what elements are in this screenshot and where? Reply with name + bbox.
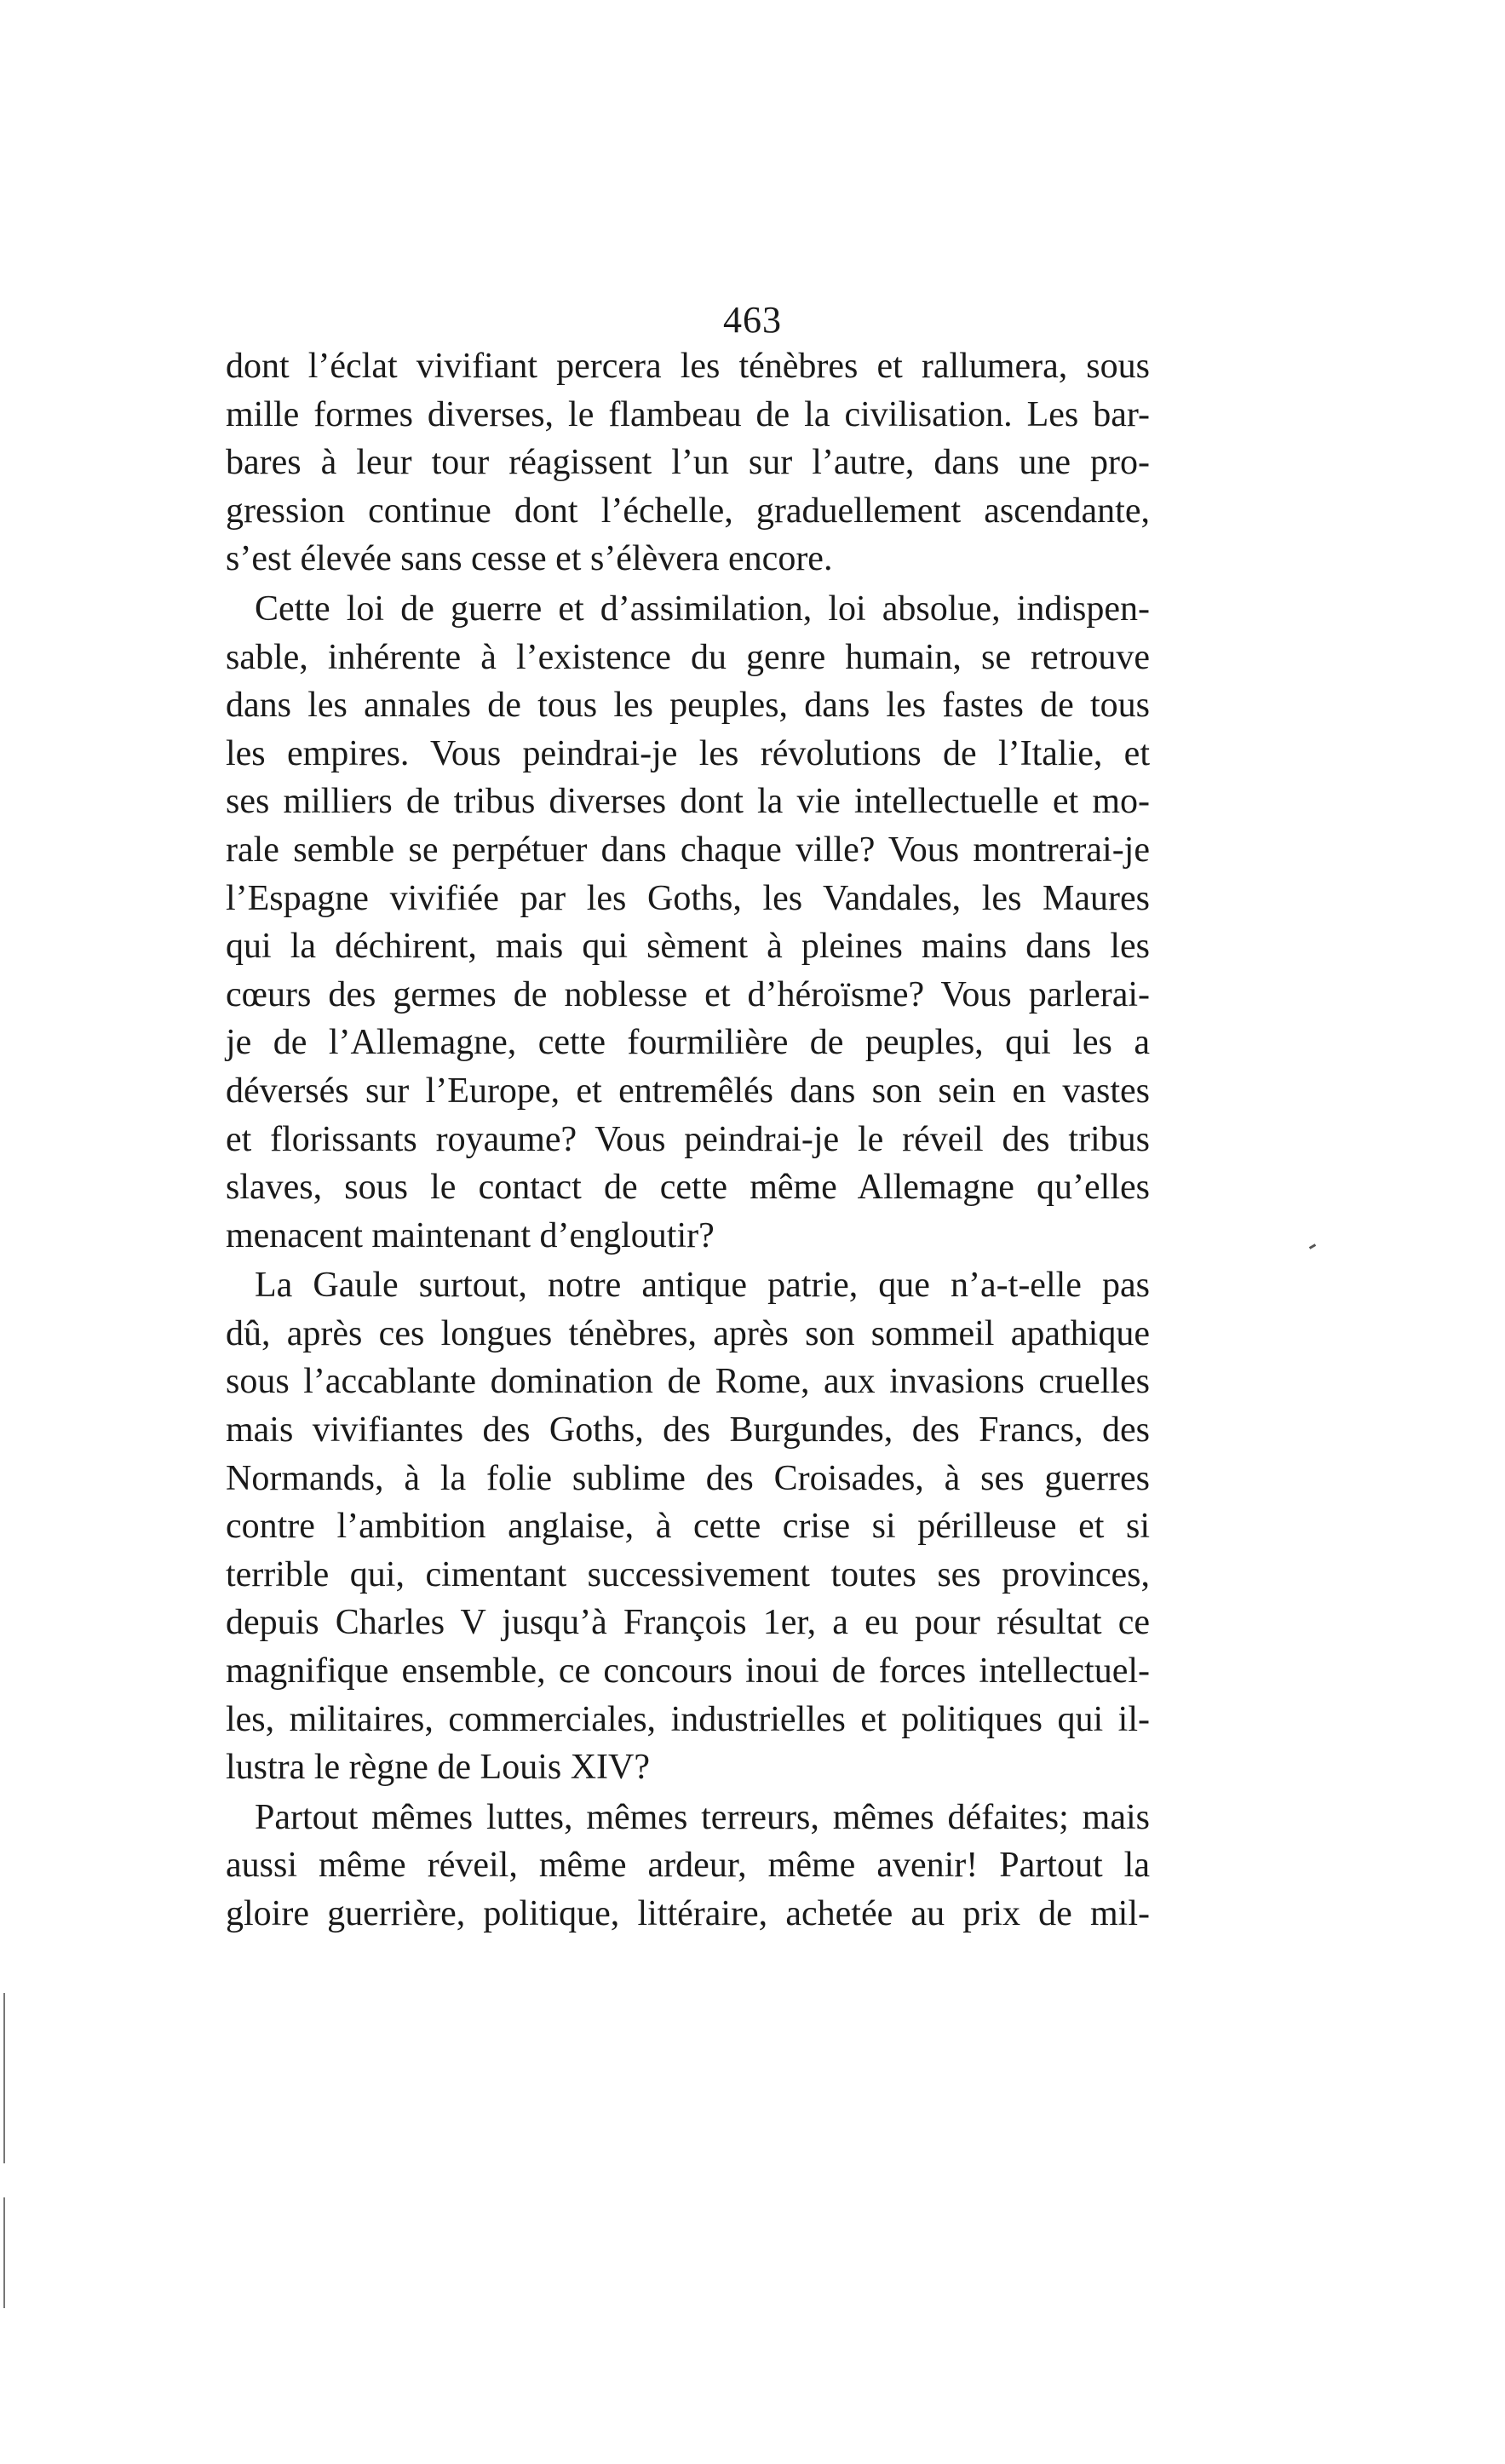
text-line: s’est élevée sans cesse et s’élèvera encore. (226, 539, 833, 579)
text-line: bares à leur tour réagissent l’un sur l’autre, dans une pro- (226, 443, 1150, 483)
text-line: les empires. Vous peindrai-je les révolutions de l’Italie, et (226, 733, 1150, 773)
text-line: qui la déchirent, mais qui sèment à pleines mains dans les (226, 927, 1150, 967)
text-line: contre l’ambition anglaise, à cette crise si périlleuse et si (226, 1507, 1150, 1547)
text-line: sous l’accablante domination de Rome, aux invasions cruelles (226, 1362, 1150, 1402)
text-line: dû, après ces longues ténèbres, après son sommeil apathique (226, 1313, 1150, 1353)
text-line: l’Espagne vivifiée par les Goths, les Vandales, les Maures (226, 878, 1150, 918)
text-line: les, militaires, commerciales, industrielles et politiques qui il- (226, 1699, 1150, 1739)
paragraph (226, 342, 1150, 583)
text-line: depuis Charles V jusqu’à François 1er, a eu pour résultat ce (226, 1603, 1150, 1643)
text-line: déversés sur l’Europe, et entremêlés dans son sein en vastes (226, 1071, 1150, 1111)
body-text (226, 342, 1150, 1938)
text-line: mais vivifiantes des Goths, des Burgundes, des Francs, des (226, 1410, 1150, 1450)
paragraph (226, 585, 1150, 1260)
text-line: Cette loi de guerre et d’assimilation, loi absolue, indispen- (255, 589, 1150, 629)
text-line: dont l’éclat vivifiant percera les ténèbres et rallumera, sous (226, 347, 1150, 386)
text-line: sable, inhérente à l’existence du genre humain, se retrouve (226, 637, 1150, 677)
text-line: mille formes diverses, le flambeau de la civilisation. Les bar- (226, 394, 1150, 434)
page-number: 463 (723, 299, 782, 341)
text-line: Normands, à la folie sublime des Croisades, à ses guerres (226, 1458, 1150, 1498)
text-line: terrible qui, cimentant successivement toutes ses provinces, (226, 1554, 1150, 1594)
scan-speck (1309, 1243, 1316, 1249)
text-line: ses milliers de tribus diverses dont la vie intellectuelle et mo- (226, 782, 1150, 822)
text-line: aussi même réveil, même ardeur, même avenir! Partout la (226, 1846, 1150, 1886)
text-line: gloire guerrière, politique, littéraire, achetée au prix de mil- (226, 1894, 1150, 1933)
text-line: rale semble se perpétuer dans chaque ville? Vous montrerai-je (226, 830, 1150, 870)
text-line: slaves, sous le contact de cette même Allemagne qu’elles (226, 1168, 1150, 1208)
paragraph (226, 1794, 1150, 1938)
text-line: je de l’Allemagne, cette fourmilière de peuples, qui les a (226, 1023, 1150, 1063)
text-line: et florissants royaume? Vous peindrai-je le réveil des tribus (226, 1119, 1150, 1159)
text-line: magnifique ensemble, ce concours inoui de forces intellectuel- (226, 1651, 1150, 1691)
scan-edge-mark (3, 1993, 5, 2163)
text-line: La Gaule surtout, notre antique patrie, que n’a-t-elle pas (255, 1266, 1150, 1306)
text-line: lustra le règne de Louis XIV? (226, 1748, 650, 1788)
text-line: gression continue dont l’échelle, graduellement ascendante, (226, 491, 1150, 531)
text-line: cœurs des germes de noblesse et d’héroïsme? Vous parlerai- (226, 974, 1150, 1014)
text-line: dans les annales de tous les peuples, dans les fastes de tous (226, 686, 1150, 726)
paragraph (226, 1261, 1150, 1792)
text-line: menacent maintenant d’engloutir? (226, 1215, 715, 1255)
text-line: Partout mêmes luttes, mêmes terreurs, mêmes défaites; mais (255, 1797, 1150, 1837)
scan-edge-mark (3, 2197, 5, 2308)
